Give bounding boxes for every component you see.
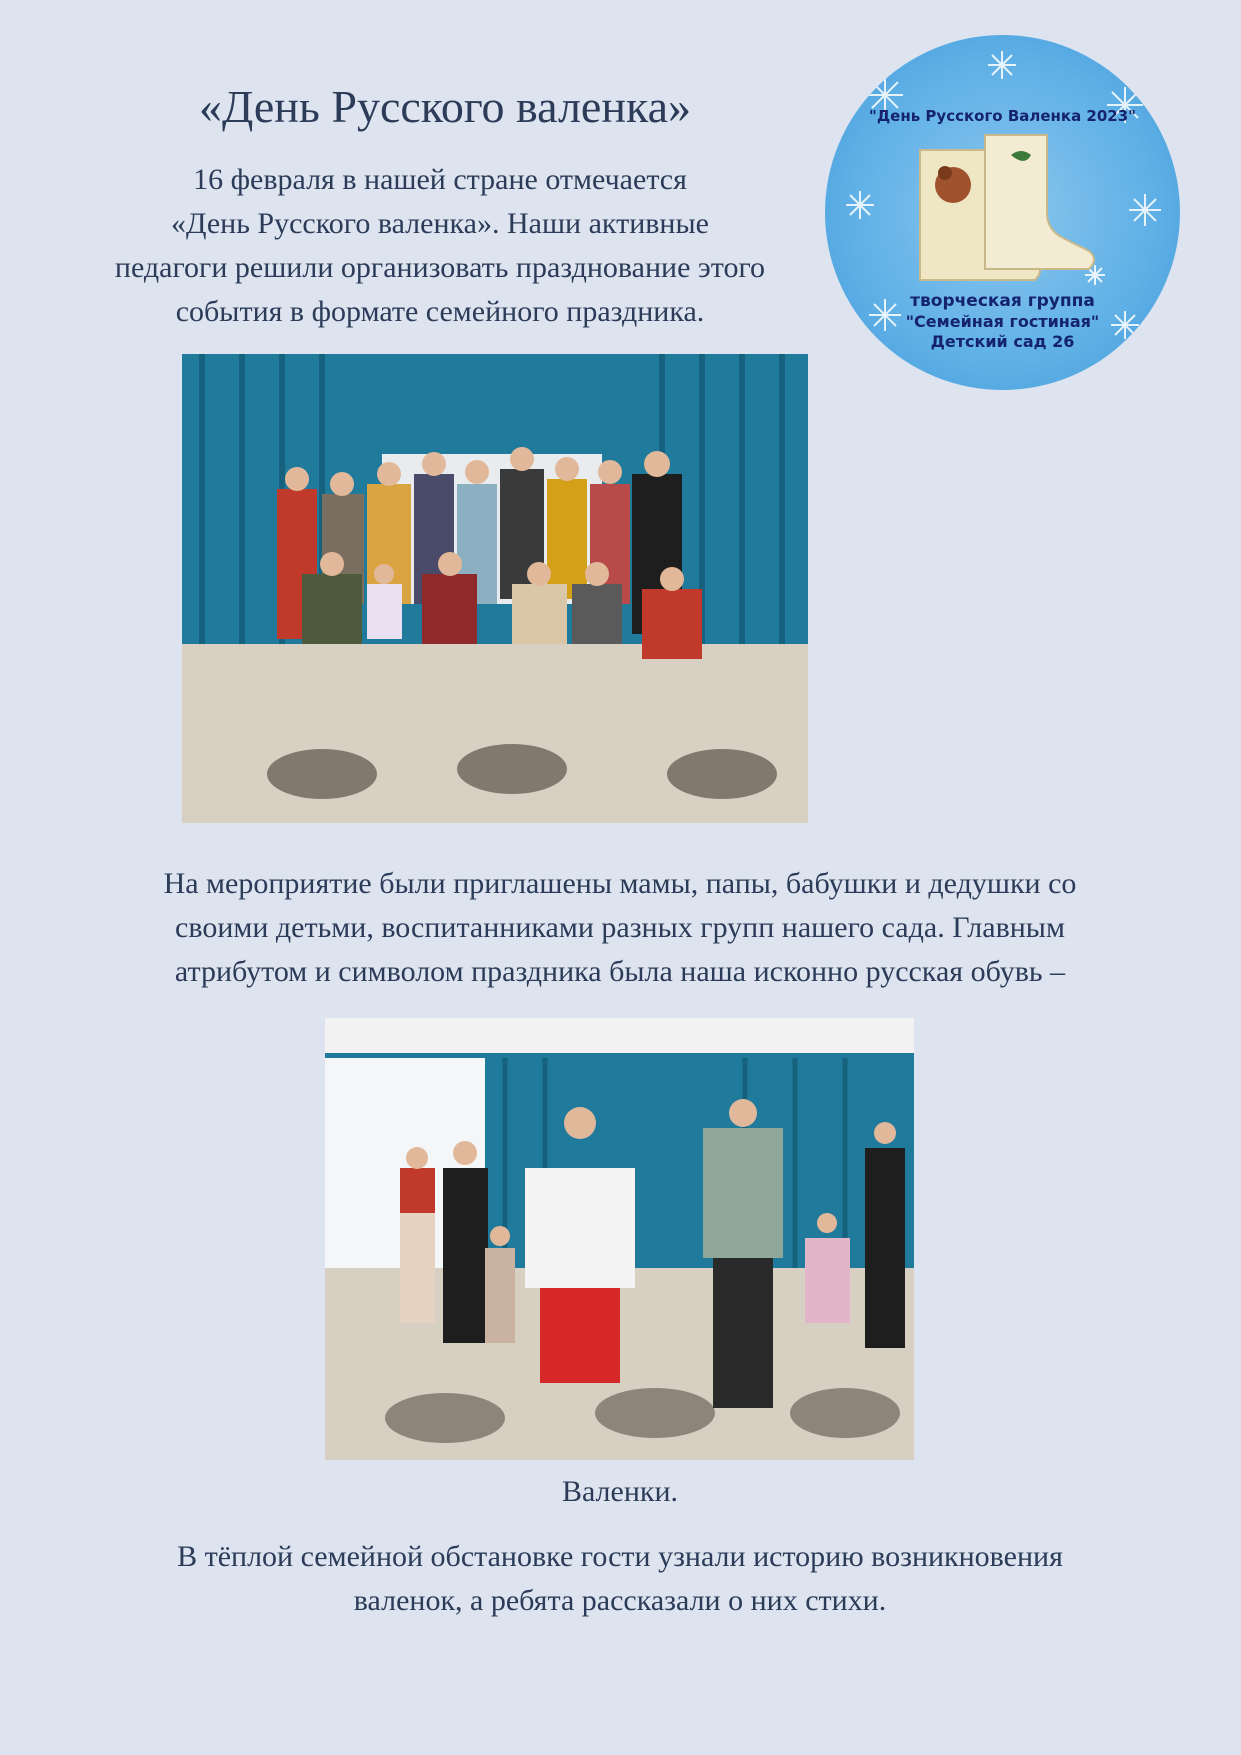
round-dance-photo <box>325 1018 914 1460</box>
group-photo <box>182 354 808 823</box>
page-title: «День Русского валенка» <box>198 81 692 132</box>
event-emblem <box>825 35 1180 390</box>
felt-boots-icon <box>920 135 1094 280</box>
intro-line: события в формате семейного праздника. <box>175 295 705 328</box>
intro-paragraph <box>60 158 820 334</box>
closing-paragraph <box>90 1535 1150 1623</box>
paragraph-line: В тёплой семейной обстановке гости узнали историю возникновения <box>177 1540 1063 1573</box>
intro-line: педагоги решили организовать празднование этого <box>114 251 766 284</box>
paragraph-line: На мероприятие были приглашены мамы, папы, бабушки и дедушки со <box>163 867 1077 900</box>
emblem-title: "День Русского Валенка 2023" <box>869 107 1136 125</box>
emblem-line: "Семейная гостиная" <box>905 312 1100 331</box>
photo-caption: Валенки. <box>561 1475 679 1508</box>
emblem-line: Детский сад 26 <box>930 332 1075 351</box>
emblem-line: творческая группа <box>910 291 1095 311</box>
paragraph-line: атрибутом и символом праздника была наша исконно русская обувь – <box>174 955 1066 988</box>
intro-line: «День Русского валенка». Наши активные <box>171 207 709 240</box>
intro-line: 16 февраля в нашей стране отмечается <box>193 163 687 196</box>
event-description <box>90 862 1150 994</box>
paragraph-line: валенок, а ребята рассказали о них стихи. <box>353 1584 887 1617</box>
paragraph-line: своими детьми, воспитанниками разных групп нашего сада. Главным <box>175 911 1065 944</box>
